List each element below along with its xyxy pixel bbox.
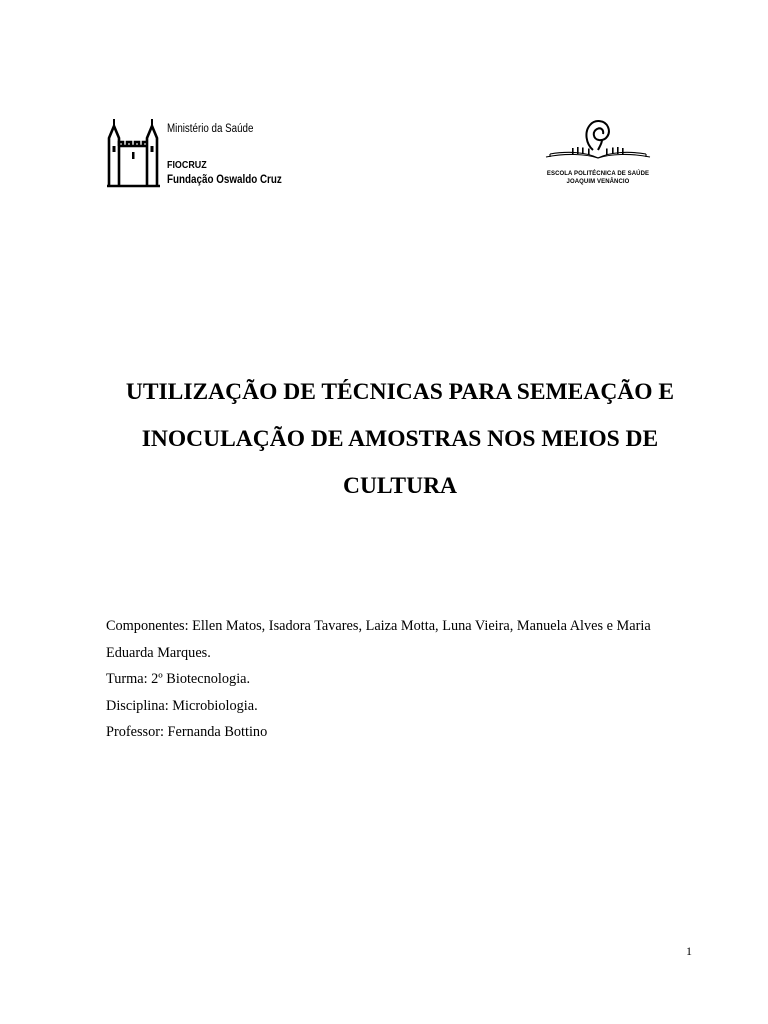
school-name-line2: JOAQUIM VENÂNCIO [566, 179, 630, 185]
fiocruz-castle-icon [106, 116, 162, 188]
fiocruz-logo [106, 116, 306, 192]
fiocruz-acronym: FIOCRUZ [167, 159, 207, 171]
page-number: 1 [686, 944, 692, 958]
ministry-name: Ministério da Saúde [167, 123, 254, 135]
title-line-1: UTILIZAÇÃO DE TÉCNICAS PARA SEMEAÇÃO E [125, 379, 675, 405]
school-name-line1: ESCOLA POLITÉCNICA DE SAÚDE [546, 171, 650, 177]
class-line: Turma: 2º Biotecnologia. [106, 671, 251, 687]
epsjv-logo [540, 116, 656, 196]
title-line-2: INOCULAÇÃO DE AMOSTRAS NOS MEIOS DE [141, 426, 659, 452]
teacher-line: Professor: Fernanda Bottino [106, 724, 268, 740]
components-line-2: Eduarda Marques. [106, 644, 211, 661]
foundation-name: Fundação Oswaldo Cruz [167, 172, 282, 186]
open-book-icon [542, 116, 654, 164]
components-line-1: Componentes: Ellen Matos, Isadora Tavares, Laiza Motta, Luna Vieira, Manuela Alves e Maria [106, 618, 651, 634]
info-block [106, 613, 686, 746]
subject-line: Disciplina: Microbiologia. [106, 697, 258, 714]
title-line-3: CULTURA [342, 473, 458, 499]
document-title [70, 369, 730, 510]
